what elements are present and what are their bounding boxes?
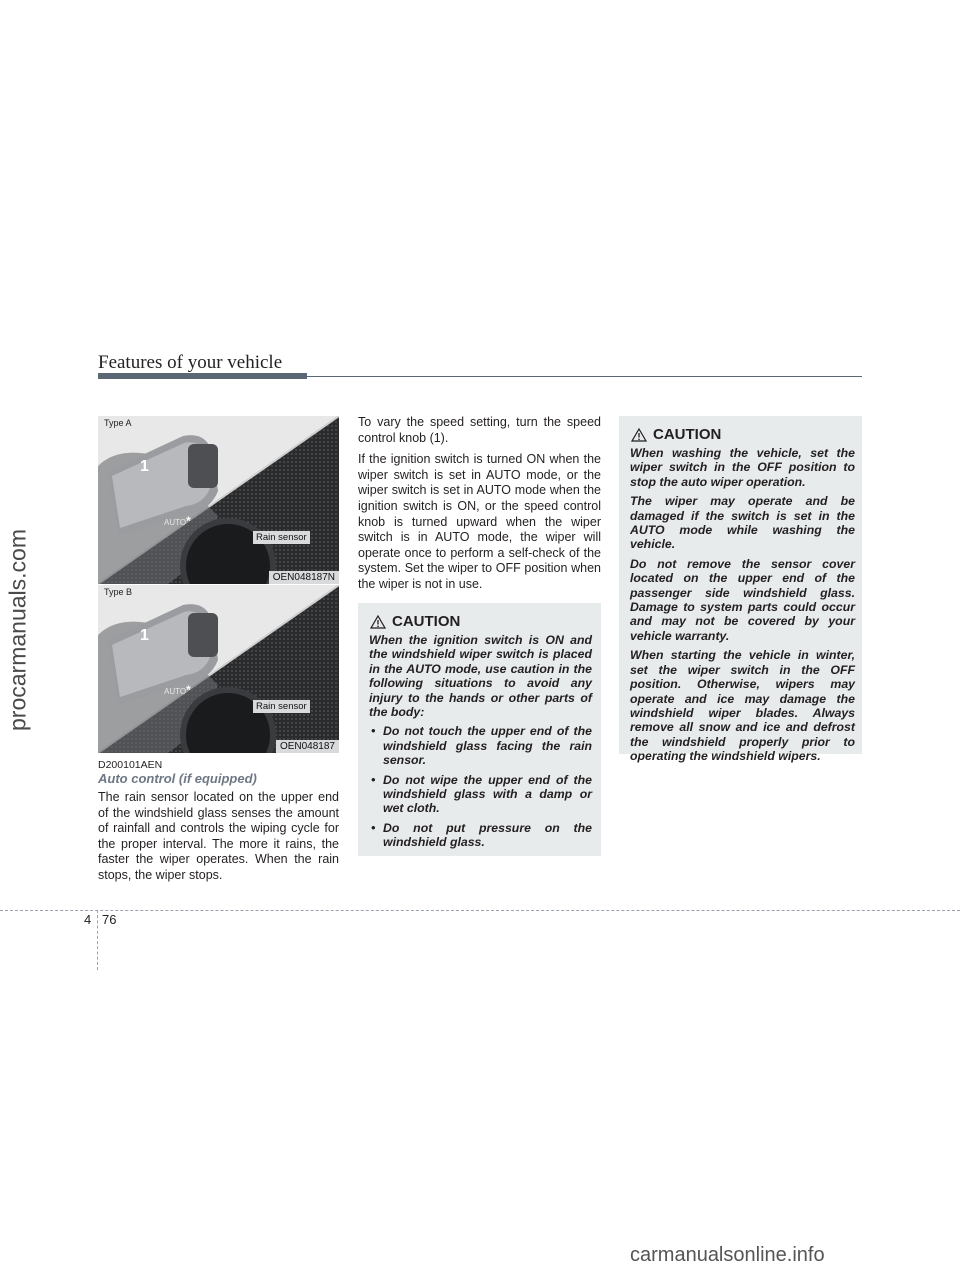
caution-list — [369, 724, 592, 849]
body-paragraphs-middle: To vary the speed setting, turn the speed control knob (1). If the ignition switch is turned ON when the wiper switch is set in AUTO mode, or the wiper switch is set in AUTO mode when the ignition switch is ON, or the speed control knob is turned upward when the wiper switch is in AUTO mode, the wiper will operate once to perform a self-check of the system. Set the wiper to OFF position when the wiper is not in use. — [358, 415, 601, 591]
list-item: • Do not touch the upper end of the windshield glass facing the rain sensor. — [369, 724, 592, 767]
off-label: OFF — [161, 420, 177, 429]
section-code: D200101AEN — [98, 759, 163, 771]
figure-type-b — [98, 585, 339, 753]
list-item: • Do not put pressure on the windshield glass. — [369, 821, 592, 850]
footer-watermark: carmanualsonline.info — [630, 1244, 825, 1266]
auto-label: AUTO* — [164, 683, 191, 697]
wiper-switch-illustration — [98, 416, 339, 584]
wiper-switch-illustration — [98, 585, 339, 753]
caution-box-ignition — [358, 603, 601, 856]
figure-code: OEN048187N — [269, 571, 339, 584]
list-item: • Do not wipe the upper end of the windshield glass with a damp or wet cloth. — [369, 773, 592, 816]
speed-knob-marker: 1 — [140, 627, 149, 644]
rain-sensor-label: Rain sensor — [253, 531, 310, 544]
warning-triangle-icon — [631, 428, 647, 442]
speed-knob-marker: 1 — [140, 458, 149, 475]
body-paragraph-left: The rain sensor located on the upper end of the windshield glass senses the amount of rainfall and controls the wiping cycle for the proper interval. The more it rains, the faster the wiper operates. When the rain stops, the wiper stops. — [98, 790, 339, 882]
footer-divider-vertical — [97, 910, 98, 970]
caution-heading: CAUTION — [631, 426, 721, 443]
auto-label: AUTO* — [164, 514, 191, 528]
off-label: OFF — [161, 589, 177, 598]
rain-sensor-label: Rain sensor — [253, 700, 310, 713]
figure-type-a — [98, 416, 339, 584]
caution-text: When washing the vehicle, set the wiper switch in the OFF position to stop the auto wiper operation. The wiper may operate and be damaged if the switch is set in the AUTO mode while washing the vehicle. Do not remove the sensor cover located on the upper end of the passenger side windshield glass. Damage to system parts could occur and may not be covered by your vehicle warranty. When starting the vehicle in winter, set the wiper switch in the OFF position. Otherwise, wipers may operate and ice may damage the windshield wiper blades. Always remove all snow and ice and defrost the windshield properly prior to operating the windshield wipers. — [630, 446, 855, 764]
figure-type-label: Type B — [101, 587, 135, 597]
page-number: 76 — [102, 912, 117, 927]
caution-box-washing — [619, 416, 862, 764]
figure-type-label: Type A — [101, 418, 135, 428]
header-rule-thin — [307, 376, 862, 377]
header-rule-thick — [98, 373, 307, 379]
warning-triangle-icon — [370, 615, 386, 629]
chapter-number: 4 — [84, 912, 92, 927]
section-title: Auto control (if equipped) — [98, 771, 257, 786]
footer-divider — [0, 910, 960, 911]
caution-heading: CAUTION — [370, 613, 460, 630]
side-watermark: procarmanuals.com — [4, 529, 31, 731]
figure-code: OEN048187 — [276, 740, 339, 753]
page-header-title: Features of your vehicle — [98, 352, 283, 373]
caution-text: When the ignition switch is ON and the windshield wiper switch is placed in the AUTO mode, use caution in the following situations to avoid any injury to the hands or other parts of the body: • Do not touch the upper end of the windshield glass facing the rain sensor. • Do not wipe the upper end of the windshield glass with a damp or wet cloth. • Do not put pressure on the windshield glass. — [369, 633, 592, 855]
